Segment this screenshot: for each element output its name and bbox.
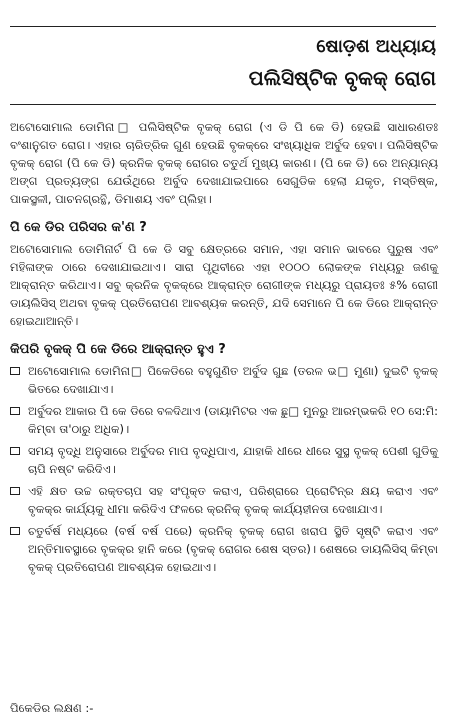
bullet-text: ଅର୍ବୁଦର ଆକାର ପି କେ ଡିରେ ବଳଦିଥାଏ (ଡାୟାମିଟର ଏକ ଛୁ□ ମୁନରୁ ଆରମ୍ଭକରି ୧୦ ସେ:ମି: କିମ୍ବା ତା'ଠାରୁ ଅଧିକ)। <box>28 404 438 436</box>
section-heading-how-affected: କିପରି ବୃକକ୍ ପି କେ ଡିରେ ଆକ୍ରାନ୍ତ ହୁଏ ? <box>10 342 226 357</box>
chapter-title: ଷୋଡ଼ଶ ଅଧ୍ୟାୟ <box>316 36 436 57</box>
list-item <box>10 482 438 518</box>
section-heading-scope: ପି କେ ଡିର ପରିସର କ'ଣ ? <box>10 220 147 235</box>
bullet-text: ଅଟୋସୋମାଲ ଡୋମିନା□ ପିକେଡିରେ ବହୁଗୁଣିତ ଅର୍ବୁଦ ଗୁଛ (ତରଳ ଭ□ ମୁଣା) ଦୁଇଟି ବୃକକ୍ ଭିତରେ ଦେଖାଯାଏ। <box>28 364 438 396</box>
scope-paragraph: ଅଟୋସୋମାଲ ଡୋମିନାର୍ଟ ପି କେ ଡି ସବୁ କ୍ଷେତ୍ରରେ ସମାନ, ଏହା ସମାନ ଭାବରେ ପୁରୁଷ ଏବଂ ମହିଳାଙ୍କ ଠାରେ ଦେଖାଯାଇଥାଏ। ସାରା ପୃଥିବୀରେ ଏହା ୧୦୦୦ ଲୋକଙ୍କ ମଧ୍ୟରୁ ଜଣକୁ ଆକ୍ରାନ୍ତ କରିଥାଏ। ସବୁ କ୍ରନିକ ବୃକକ୍‌ରେ ଆକ୍ରାନ୍ତ ରୋଗୀଙ୍କ ମଧ୍ୟରୁ ପ୍ରାୟତଃ ୫% ରୋଗୀ ଡାୟଲିସିସ୍ ଅଥବା ବୃକକ୍ ପ୍ରତିରୋପଣ ଆବଶ୍ୟକ କରନ୍ତି, ଯଦି ସେମାନେ ପି କେ ଡିରେ ଆକ୍ରାନ୍ତ ହୋଇଥାଆନ୍ତି। <box>10 242 438 328</box>
title-divider <box>10 104 436 105</box>
checkbox-bullet-icon <box>10 407 20 415</box>
bullet-text: ସମୟ ବୃଦ୍ଧି ଅନୁସାରେ ଅର୍ବୁଦର ମାପ ବୃଦ୍ଧିପାଏ, ଯାହାକି ଧୀରେ ଧୀରେ ସୁସ୍ଥ ବୃକକ୍ ପେଶୀ ଗୁଡିକୁ ଚାପି ନଷ୍ଟ କରିଦିଏ। <box>28 444 438 476</box>
list-item <box>10 362 438 398</box>
list-item <box>10 442 438 478</box>
intro-paragraph: ଅଟୋସୋମାଲ ଡୋମିନା□ ପଲିସିଷ୍ଟିକ ବୃକକ୍ ରୋଗ (ଏ ଡି ପି କେ ଡି) ହେଉଛି ସାଧାରଣତଃ ବଂଶାନୁଗତ ରୋଗ। ଏହାର ଚାରିତ୍ରିକ ଗୁଣ ହେଉଛି ବୃକକ୍‌ରେ ସଂଖ୍ୟାଧିକ ଅର୍ବୁଦ ହେବା। ପଲିସିଷ୍ଟିକ ବୃକକ୍ ରୋଗ (ପି କେ ଡି) କ୍ରନିକ ବୃକକ୍ ରୋଗର ଚତୁର୍ଥ ମୁଖ୍ୟ କାରଣ। (ପି କେ ଡି) ରେ ଅନ୍ୟାନ୍ୟ ଅଙ୍ଗ ପ୍ରତ୍ୟଙ୍ଗ ଯେଉଁଥିରେ ଅର୍ବୁଦ ଦେଖାଯାଇପାରେ ସେଗୁଡିକ ହେଲା ଯକୃତ, ମସ୍ତିଷ୍କ, ପାକସ୍ଥଳୀ, ପାଚନଗ୍ରନ୍ଥି, ଡିମାଶୟ ଏବଂ ପ୍ଲିହା। <box>10 120 438 206</box>
document-body <box>10 118 438 580</box>
symptoms-heading: ପିକେଡିର ଲକ୍ଷଣ :- <box>10 701 94 715</box>
list-item <box>10 402 438 438</box>
checkbox-bullet-icon <box>10 367 20 375</box>
checkbox-bullet-icon <box>10 447 20 455</box>
bullet-text: ଏହି କ୍ଷତ ଉଚ୍ଚ ରକ୍ତଚାପ ସହ ସଂପୃକ୍ତ କରାଏ, ପରିଶ୍ରାରେ ପ୍ରୋଟିନ୍‌ର କ୍ଷୟ କରାଏ ଏବଂ ବୃକକ୍‌ର କାର୍ଯ୍ୟକୁ ଧୀମା କରିଦିଏ ଫଳରେ କ୍ରନିକ୍ ବୃକକ୍ କାର୍ଯ୍ୟହୀନତା ଦେଖାଯାଏ। <box>28 484 438 516</box>
bullet-text: ଚତୁର୍ବର୍ଷ ମଧ୍ୟରେ (ବର୍ଷ ବର୍ଷ ପରେ) କ୍ରନିକ୍ ବୃକକ୍ ରୋଗ ଖରାପ ସ୍ଥିତି ସୃଷ୍ଟି କରାଏ ଏବଂ ଅନ୍ତିମାବସ୍ଥାରେ ବୃକକ୍‌ର ହାନି କରେ (ବୃକକ୍ ରୋଗର ଶେଷ ସ୍ତର)। ଶେଷରେ ଡାୟଲିସିସ୍ କିମ୍ବା ବୃକକ୍ ପ୍ରତିରୋପଣ ଆବଶ୍ୟକ ହୋଇଥାଏ। <box>28 524 438 574</box>
top-divider <box>10 26 436 27</box>
page-title: ପଲିସିଷ୍ଟିକ ବୃକକ୍ ରୋଗ <box>248 66 436 90</box>
checkbox-bullet-icon <box>10 527 20 535</box>
checkbox-bullet-icon <box>10 487 20 495</box>
list-item <box>10 522 438 576</box>
bullet-list <box>10 362 438 576</box>
